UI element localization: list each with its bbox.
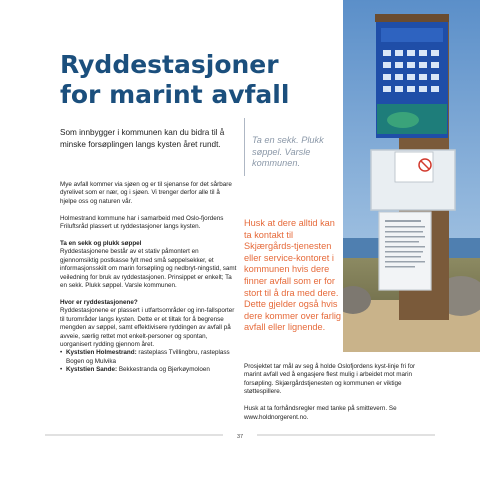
cleanup-station-illustration [343,0,480,352]
page-number: 37 [236,434,244,440]
callout-text: Husk at dere alltid kan ta kontakt til Skjærgårds-tjenesten eller service-kontoret i kommunen hvis dere finner avfall som er for stort til å dra med dere. Dette gjelder også hvis dere kommer over farlig avfall eller lignende. [244,218,342,333]
list-item [60,366,238,374]
location-label: Kyststien Holmestrand: [66,349,137,357]
infection-control-paragraph: Husk at ta forhåndsregler med tanke på smittevern. Se www.holdnorgerent.no. [244,405,397,421]
section-heading-where: Hvor er ryddestasjonene? [60,298,138,306]
page-title: Ryddestasjoner for marint avfall [60,50,290,109]
main-text-column [60,181,238,375]
cleanup-station-photo [343,0,480,352]
pull-quote: Ta en sekk. Plukk søppel. Varsle kommunen. [252,135,324,168]
section-heading-sack: Ta en sekk og plukk søppel [60,240,142,248]
list-item [60,349,238,366]
location-label: Kyststien Sande: [66,366,118,374]
partnership-paragraph: Holmestrand kommune har i samarbeid med Oslo-fjordens Friluftsråd plassert ut ryddestasjoner langs kysten. [60,214,224,231]
right-text-column [244,363,424,430]
station-description-paragraph: Ryddestasjonene består av et stativ påmontert en gjennomsiktig postkasse fylt med små søppelsekker, et informasjonsskilt om marin forsøpling og nedbryt-ningstid, samt veiledning for bruk av ryddestasjonen. Prinsippet er enkelt; Ta en sekk. Plukk søppel. Varsle kommunen. [60,248,237,290]
intro-paragraph: Mye avfall kommer via sjøen og er til sjenanse for det sårbare dyrelivet som er nær, og i sjøen. Vi trenger derfor alle til å hjelpe oss og naturen vår. [60,181,232,205]
lead-paragraph: Som innbygger i kommunen kan du bidra til å minske forsøplingen langs kysten året rundt. [60,128,225,149]
location-list [60,349,238,374]
locations-paragraph: Ryddestasjonene er plassert i utfartsområder og inn-fallsporter til turområder langs kysten. Dette er et tiltak for å begrense mengden av søppel, samt effektivisere ryddingen av avfall på avveie, særlig rettet mot enkelt-personer og spontan, uorganisert rydding gjennom året. [60,307,235,348]
location-text: rasteplass Tvillingbru, rasteplass Bogen og Mulvika [66,349,230,365]
location-text: Bekkestranda og Bjerkøymoloen [117,366,210,374]
project-paragraph: Prosjektet tar mål av seg å holde Oslofjordens kyst-linje fri for marint avfall ved å engasjere flest mulig i arbeidet mot marin forsøpling. Skjærgårdstjenesten og kommunen er viktige støttespillere. [244,363,416,396]
